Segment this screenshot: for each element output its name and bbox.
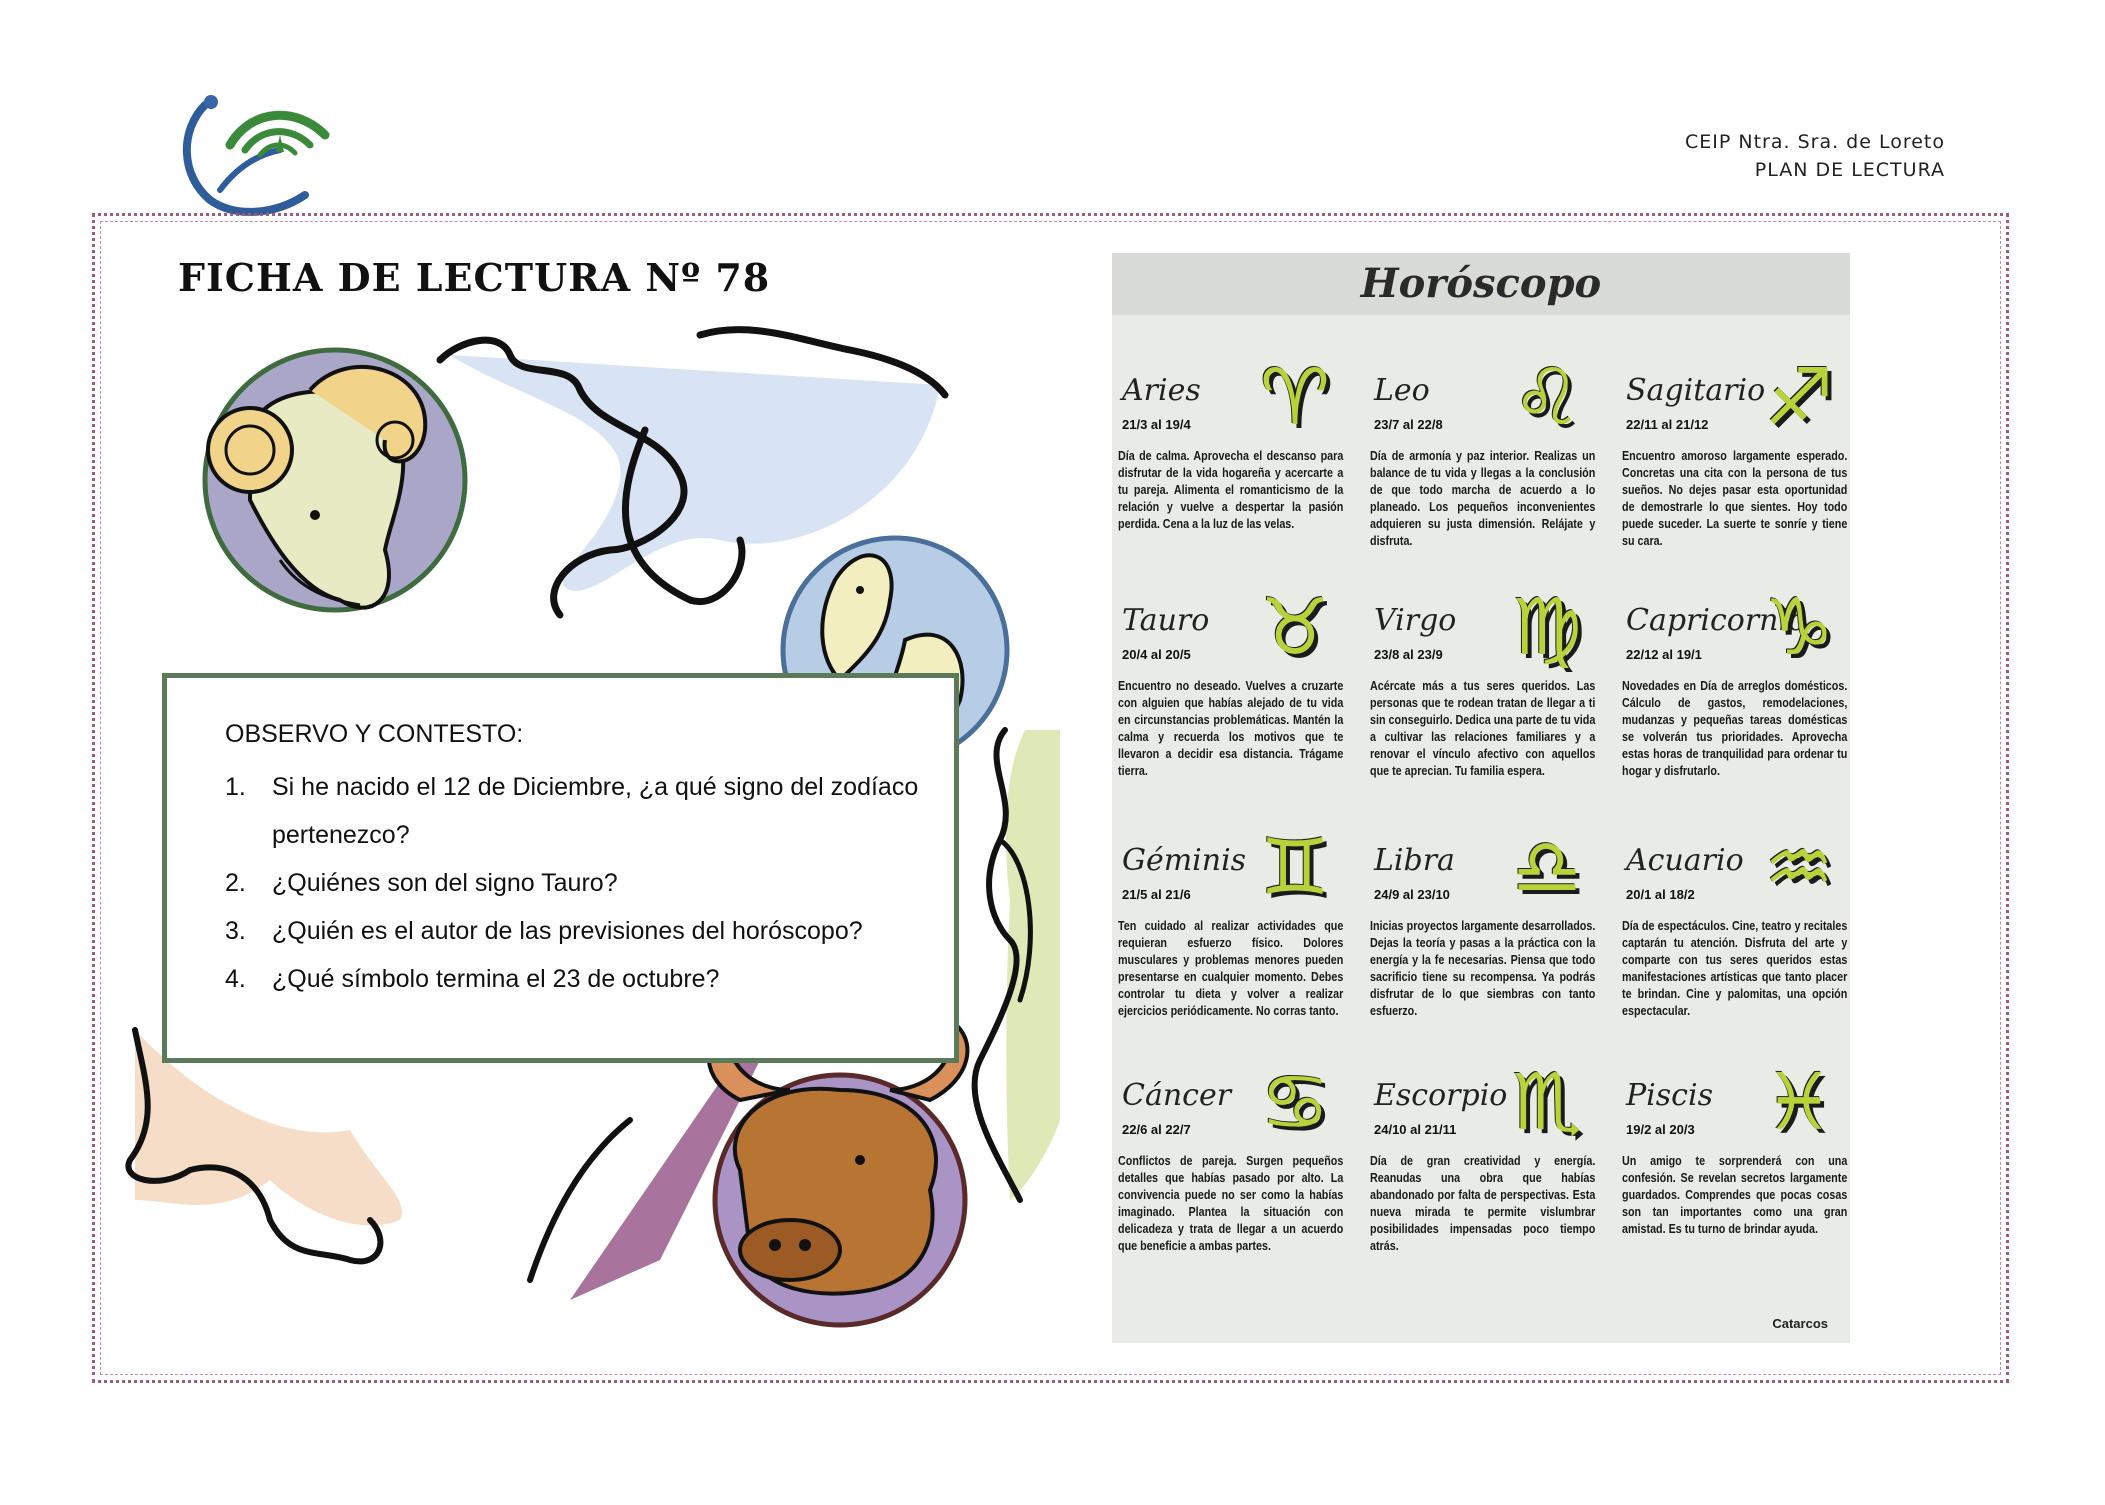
sign-dates: 21/5 al 21/6 [1122,887,1191,902]
zodiac-symbol-icon: ♋ [1260,1058,1330,1148]
sign-dates: 21/3 al 19/4 [1122,417,1191,432]
question-item [225,859,954,907]
question-number: 1. [225,773,246,801]
sign-block [1364,353,1600,573]
worksheet-title: FICHA DE LECTURA Nº 78 [178,255,771,300]
sign-block [1112,823,1348,1043]
questions-heading: OBSERVO Y CONTESTO: [225,720,524,748]
sign-dates: 24/9 al 23/10 [1374,887,1450,902]
zodiac-symbol-icon: ♏ [1512,1058,1582,1148]
sign-block [1364,583,1600,803]
sign-dates: 22/12 al 19/1 [1626,647,1702,662]
sign-name: Virgo [1374,603,1457,638]
sign-dates: 19/2 al 20/3 [1626,1122,1695,1137]
sign-name: Capricornio [1626,603,1807,638]
sign-forecast: Día de espectáculos. Cine, teatro y recitales captarán tu atención. Disfruta del arte y comparte con tus seres queridos estas manifestaciones artísticas que tanto placer te brindan. Cine y palomitas, una opción espectacular. [1622,919,1848,1018]
question-item [225,955,954,1003]
zodiac-symbol-icon: ♊ [1260,823,1330,913]
sign-dates: 23/8 al 23/9 [1374,647,1443,662]
program-name: PLAN DE LECTURA [1754,159,1945,181]
sign-dates: 24/10 al 21/11 [1374,1122,1457,1137]
sign-dates: 22/11 al 21/12 [1626,417,1709,432]
sign-block [1616,1058,1852,1278]
sign-block [1112,583,1348,803]
zodiac-symbol-icon: ♈ [1260,353,1330,443]
sign-name: Libra [1374,843,1455,878]
sign-forecast: Conflictos de pareja. Surgen pequeños detalles que habías pasado por alto. La convivencia puede no ser como la habías imaginado. Plantea la situación con delicadeza y trata de llegar a un acuerdo que beneficie a ambas partes. [1118,1154,1344,1253]
sign-dates: 20/1 al 18/2 [1626,887,1695,902]
zodiac-symbol-icon: ♐ [1764,353,1834,443]
zodiac-symbol-icon: ♌ [1512,353,1582,443]
zodiac-symbol-icon: ♓ [1764,1058,1834,1148]
zodiac-symbol-icon: ♍ [1512,583,1582,673]
sign-forecast: Novedades en Día de arreglos domésticos. Cálculo de gastos, remodelaciones, mudanzas y pequeñas tareas domésticas se volverán tus prioridades. Aprovecha estas horas de tranquilidad para ordenar tu hogar y disfrutarlo. [1622,679,1848,778]
question-item [225,907,954,955]
question-number: 3. [225,917,246,945]
question-text: ¿Quién es el autor de las previsiones del horóscopo? [272,917,863,945]
sign-block [1112,1058,1348,1278]
sign-name: Géminis [1122,843,1247,878]
sign-forecast: Día de armonía y paz interior. Realizas un balance de tu vida y llegas a la conclusión de que todo marcha de acuerdo a lo planeado. Los pequeños inconvenientes adquieren su justa dimensión. Relájate y disfruta. [1370,449,1596,548]
sign-block [1616,583,1852,803]
questions-box [162,673,959,1063]
sign-block [1364,823,1600,1043]
sign-dates: 23/7 al 22/8 [1374,417,1443,432]
sign-name: Aries [1122,373,1201,408]
question-number: 2. [225,869,246,897]
sign-dates: 20/4 al 20/5 [1122,647,1191,662]
sign-forecast: Encuentro amoroso largamente esperado. Concretas una cita con la persona de tus sueños. No dejes pasar esta oportunidad de demostrarle lo que sientes. Hoy todo puede suceder. La suerte te sonríe y tiene su cara. [1622,449,1848,548]
horoscope-title: Horóscopo [1112,253,1850,315]
school-name: CEIP Ntra. Sra. de Loreto [1685,131,1945,153]
sign-name: Leo [1374,373,1430,408]
sign-name: Tauro [1122,603,1210,638]
question-text: ¿Quiénes son del signo Tauro? [272,869,618,897]
school-header [1685,128,1945,184]
sign-name: Sagitario [1626,373,1766,408]
sign-block [1616,823,1852,1043]
sign-name: Escorpio [1374,1078,1508,1113]
horoscope-clipping [1112,253,1850,1343]
zodiac-symbol-icon: ♉ [1260,583,1330,673]
sign-forecast: Inicias proyectos largamente desarrollados. Dejas la teoría y pasas a la práctica con la energía y la fe necesarias. Piensa que todo sacrificio tiene su recompensa. Ya podrás disfrutar de lo que siembras con tanto esfuerzo. [1370,919,1596,1018]
aries-illustration [205,350,465,610]
question-text: Si he nacido el 12 de Diciembre, ¿a qué signo del zodíaco pertenezco? [272,773,919,849]
sign-forecast: Un amigo te sorprenderá con una confesión. Se revelan secretos largamente guardados. Comprendes que pocas cosas son tan importantes como una gran amistad. Es tu turno de brindar ayuda. [1622,1154,1848,1236]
sign-dates: 22/6 al 22/7 [1122,1122,1191,1137]
sign-forecast: Día de calma. Aprovecha el descanso para disfrutar de la vida hogareña y acercarte a tu pareja. Alimenta el romanticismo de la relación y vuelve a despertar la pasión perdida. Cena a la luz de las velas. [1118,449,1344,531]
question-item [225,763,954,859]
zodiac-symbol-icon: ♎ [1512,823,1582,913]
zodiac-symbol-icon: ♑ [1764,583,1834,673]
question-text: ¿Qué símbolo termina el 23 de octubre? [272,965,720,993]
sign-forecast: Ten cuidado al realizar actividades que requieran esfuerzo físico. Dolores musculares y problemas menores pueden presentarse en cualquier momento. Debes controlar tu dieta y volver a realizar ejercicios periódicamente. No corras tanto. [1118,919,1344,1018]
sign-block [1616,353,1852,573]
sign-name: Acuario [1626,843,1744,878]
sign-forecast: Acércate más a tus seres queridos. Las personas que te rodean tratan de llegar a ti sin conseguirlo. Dedica una parte de tu vida a cultivar las relaciones familiares y a renovar el vínculo afectivo con aquellos que te aprecian. Tu familia espera. [1370,679,1596,778]
horoscope-author: Catarcos [1772,1316,1828,1331]
sign-name: Piscis [1626,1078,1713,1113]
zodiac-symbol-icon: ♒ [1764,823,1834,913]
question-number: 4. [225,965,246,993]
sign-block [1364,1058,1600,1278]
sign-forecast: Encuentro no deseado. Vuelves a cruzarte con alguien que habías alejado de tu vida en circunstancias problemáticas. Mantén la calma y recuerda los motivos que te llevaron a decidir esa distancia. Trágame tierra. [1118,679,1344,778]
sign-block [1112,353,1348,573]
sign-name: Cáncer [1122,1078,1232,1113]
school-logo [175,90,350,220]
sign-forecast: Día de gran creatividad y energía. Reanudas una obra que habías abandonado por falta de perspectivas. Esta nueva mirada te permite vislumbrar posibilidades impensadas poco tiempo atrás. [1370,1154,1596,1253]
